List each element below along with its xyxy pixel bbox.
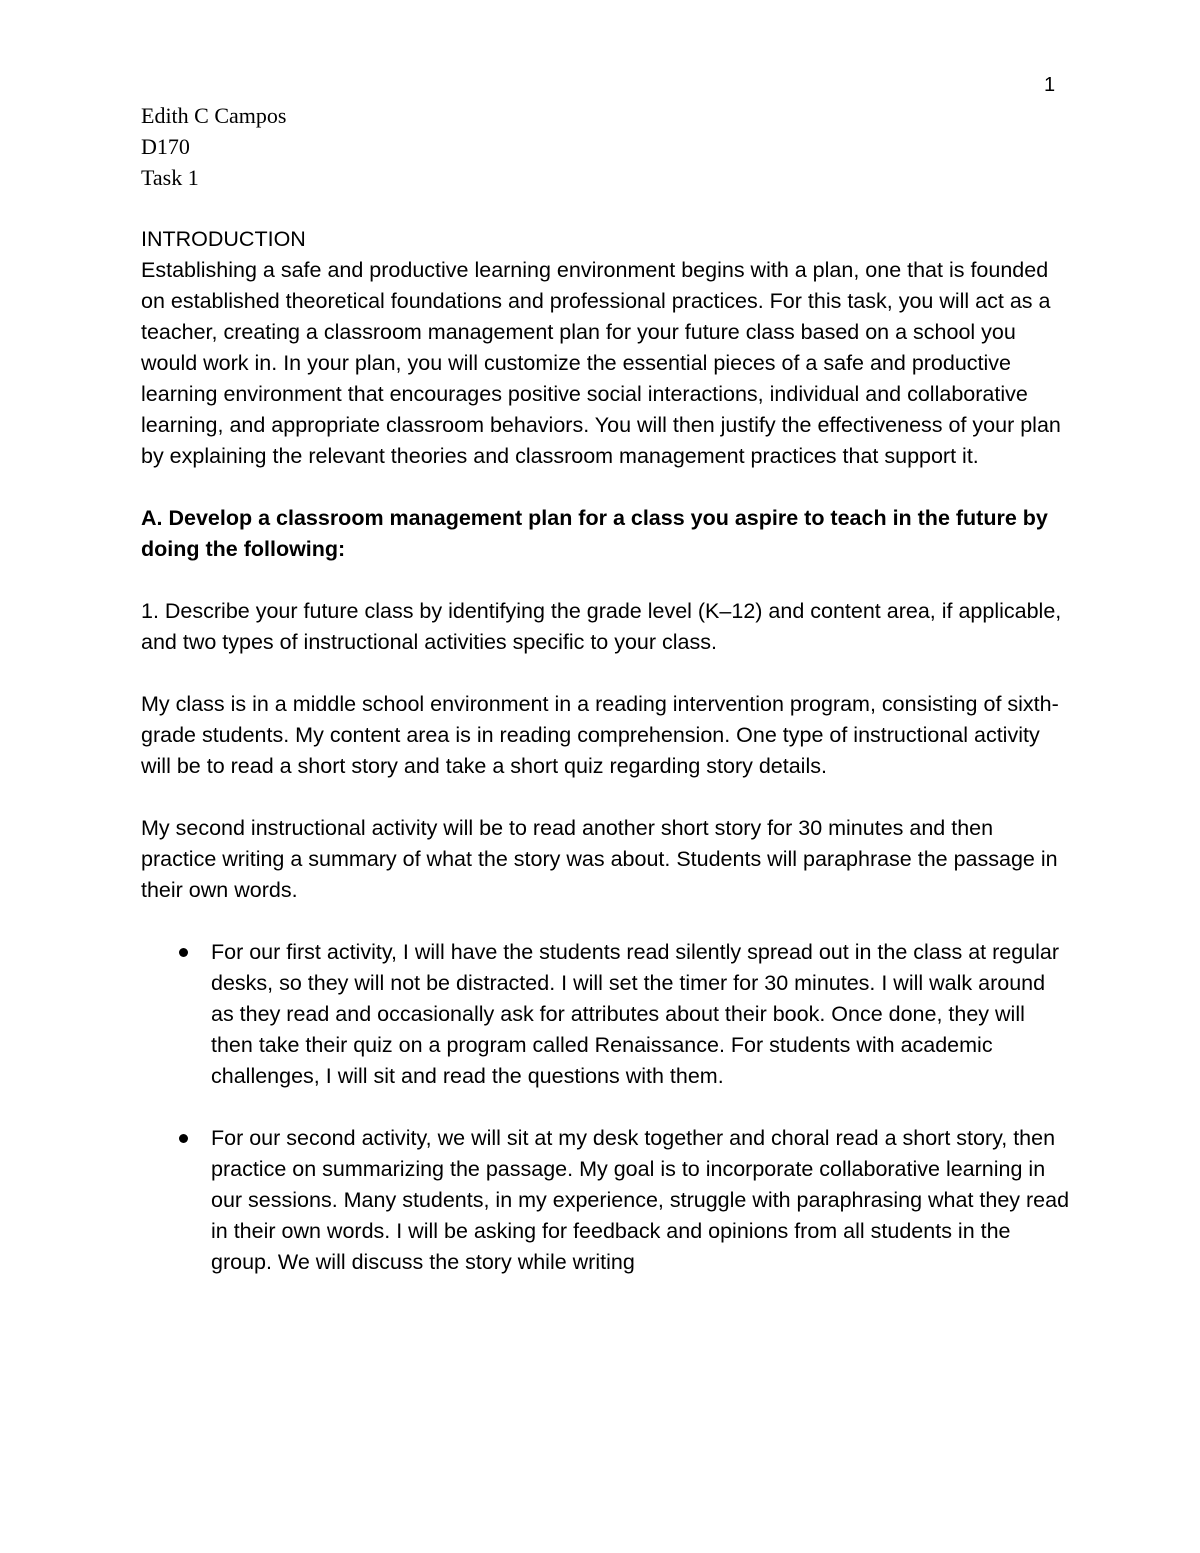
bullet-icon: [179, 1134, 188, 1143]
introduction-text: Establishing a safe and productive learning environment begins with a plan, one that is founded on established theoretical foundations and professional practices. For this task, you will act as a teacher, creating a classroom management plan for your future class based on a school you would work in. In your plan, you will customize the essential pieces of a safe and productive learning environment that encourages positive social interactions, individual and collaborative learning, and appropriate classroom behaviors. You will then justify the effectiveness of your plan by explaining the relevant theories and classroom management practices that support it.: [141, 258, 1061, 468]
list-item-text: For our first activity, I will have the students read silently spread out in the class at regular desks, so they will not be distracted. I will set the timer for 30 minutes. I will walk around as they read and occasionally ask for attributes about their book. Once done, they will then take their quiz on a program called Renaissance. For students with academic challenges, I will sit and read the questions with them.: [211, 940, 1060, 1088]
list-item: [141, 937, 1071, 1092]
second-activity-paragraph: My second instructional activity will be to read another short story for 30 minutes and then practice writing a summary of what the story was about. Students will paraphrase the passage in their own words.: [141, 816, 1058, 902]
course-code: D170: [141, 134, 190, 159]
document-body: [141, 224, 1071, 1278]
activity-bullet-list: [141, 937, 1071, 1278]
class-description-paragraph: My class is in a middle school environment in a reading intervention program, consisting of sixth-grade students. My content area is in reading comprehension. One type of instructional activity will be to read a short story and take a short quiz regarding story details.: [141, 692, 1059, 778]
page-number: 1: [1044, 74, 1056, 96]
section-a-heading: A. Develop a classroom management plan for a class you aspire to teach in the future by doing the following:: [141, 506, 1048, 561]
task-label: Task 1: [141, 165, 199, 190]
document-header: [141, 100, 286, 193]
list-item-text: For our second activity, we will sit at my desk together and choral read a short story, then practice on summarizing the passage. My goal is to incorporate collaborative learning in our sessions. Many students, in my experience, struggle with paraphrasing what they read in their own words. I will be asking for feedback and opinions from all students in the group. We will discuss the story while writing: [211, 1126, 1070, 1274]
author-name: Edith C Campos: [141, 103, 287, 128]
bullet-icon: [179, 948, 188, 957]
list-item: [141, 1123, 1071, 1278]
introduction-heading: INTRODUCTION: [141, 227, 306, 251]
item-1-prompt: 1. Describe your future class by identifying the grade level (K–12) and content area, if applicable, and two types of instructional activities specific to your class.: [141, 599, 1062, 654]
